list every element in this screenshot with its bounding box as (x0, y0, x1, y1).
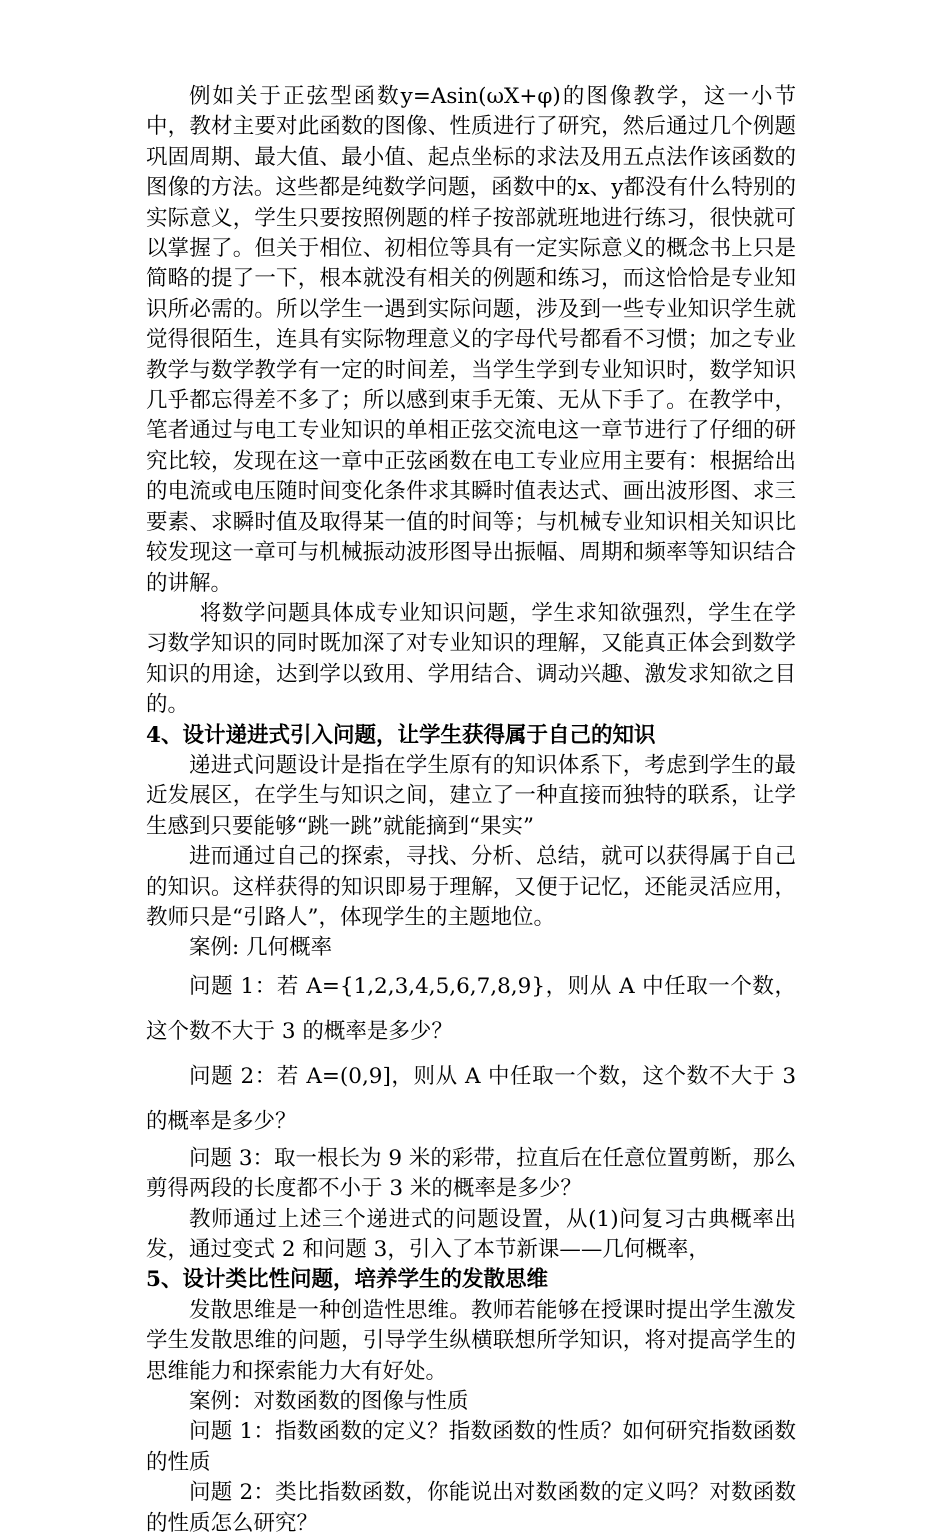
question-2-suffix: ，则从 A 中任取一个数，这个数不大于 3 的概率是多少？ (146, 1063, 796, 1134)
case-label-logarithm: 案例：对数函数的图像与性质 (189, 1389, 469, 1415)
paragraph-divergent-thinking: 发散思维是一种创造性思维。教师若能够在授课时提出学生激发学生发散思维的问题，引导学生纵横联想所学知识，将对提高学生的思维能力和探索能力大有好处。 (146, 1297, 796, 1384)
paragraph-teacher-summary: 教师通过上述三个递进式的问题设置，从(1)问复习古典概率出发，通过变式 2 和问题 3，引入了本节新课——几何概率， (146, 1206, 796, 1262)
document-page (146, 82, 796, 1539)
paragraph-professional-knowledge: 将数学问题具体成专业知识问题，学生求知欲强烈，学生在学习数学知识的同时既加深了对专业知识的理解，又能真正体会到数学知识的用途，达到学以致用、学用结合、调动兴趣、激发求知欲之目的。 (146, 600, 796, 718)
question-1-prefix: 问题 1：若 A= (189, 973, 340, 999)
question-1-logarithm: 问题 1：指数函数的定义？指数函数的性质？如何研究指数函数的性质 (146, 1419, 796, 1475)
section-heading-4: 4、设计递进式引入问题，让学生获得属于自己的知识 (146, 722, 656, 748)
paragraph-exploration: 进而通过自己的探索，寻找、分析、总结，就可以获得属于自己的知识。这样获得的知识即易于理解，又便于记忆，还能灵活应用，教师只是“引路人”，体现学生的主题地位。 (146, 844, 796, 930)
paragraph-progressive-design: 递进式问题设计是指在学生原有的知识体系下，考虑到学生的最近发展区，在学生与知识之间，建立了一种直接而独特的联系，让学生感到只要能够“跳一跳”就能摘到“果实” (146, 752, 796, 839)
question-1-suffix: ，则从 A 中任取一个数，这个数不大于 3 的概率是多少？ (146, 973, 797, 1044)
case-label-geometric-probability: 案例: 几何概率 (189, 935, 333, 961)
section-heading-5: 5、设计类比性问题，培养学生的发散思维 (146, 1267, 548, 1293)
paragraph-sine-function: 例如关于正弦型函数y=Asin(ωX+φ)的图像教学，这一小节中，教材主要对此函数的图像、性质进行了研究，然后通过几个例题巩固周期、最大值、最小值、起点坐标的求法及用五点法作该函数的图像的方法。这些都是纯数学问题，函数中的x、y都没有什么特别的实际意义，学生只要按照例题的样子按部就班地进行练习，很快就可以掌握了。但关于相位、初相位等具有一定实际意义的概念书上只是简略的提了一下，根本就没有相关的例题和练习，而这恰恰是专业知识所必需的。所以学生一遇到实际问题，涉及到一些专业知识学生就觉得很陌生，连具有实际物理意义的字母代号都看不习惯；加之专业教学与数学教学有一定的时间差，当学生学到专业知识时，数学知识几乎都忘得差不多了；所以感到束手无策、无从下手了。在教学中，笔者通过与电工专业知识的单相正弦交流电这一章节进行了仔细的研究比较，发现在这一章中正弦函数在电工专业应用主要有：根据给出的电流或电压随时间变化条件求其瞬时值表达式、画出波形图、求三要素、求瞬时值及取得某一值的时间等；与机械专业知识相关知识比较发现这一章可与机械振动波形图导出振幅、周期和频率等知识结合的讲解。 (146, 84, 796, 596)
question-2-prefix: 问题 2：若 A= (189, 1063, 340, 1089)
question-2-logarithm: 问题 2：类比指数函数，你能说出对数函数的定义吗？对数函数的性质怎么研究？ (146, 1480, 796, 1536)
question-1-geometric (146, 964, 796, 1054)
question-3-geometric: 问题 3：取一根长为 9 米的彩带，拉直后在任意位置剪断，那么剪得两段的长度都不小于 3 米的概率是多少？ (146, 1145, 796, 1202)
interval-notation-2: (0,9] (339, 1063, 391, 1089)
question-2-geometric (146, 1054, 796, 1144)
set-notation-1: {1,2,3,4,5,6,7,8,9} (339, 973, 546, 999)
